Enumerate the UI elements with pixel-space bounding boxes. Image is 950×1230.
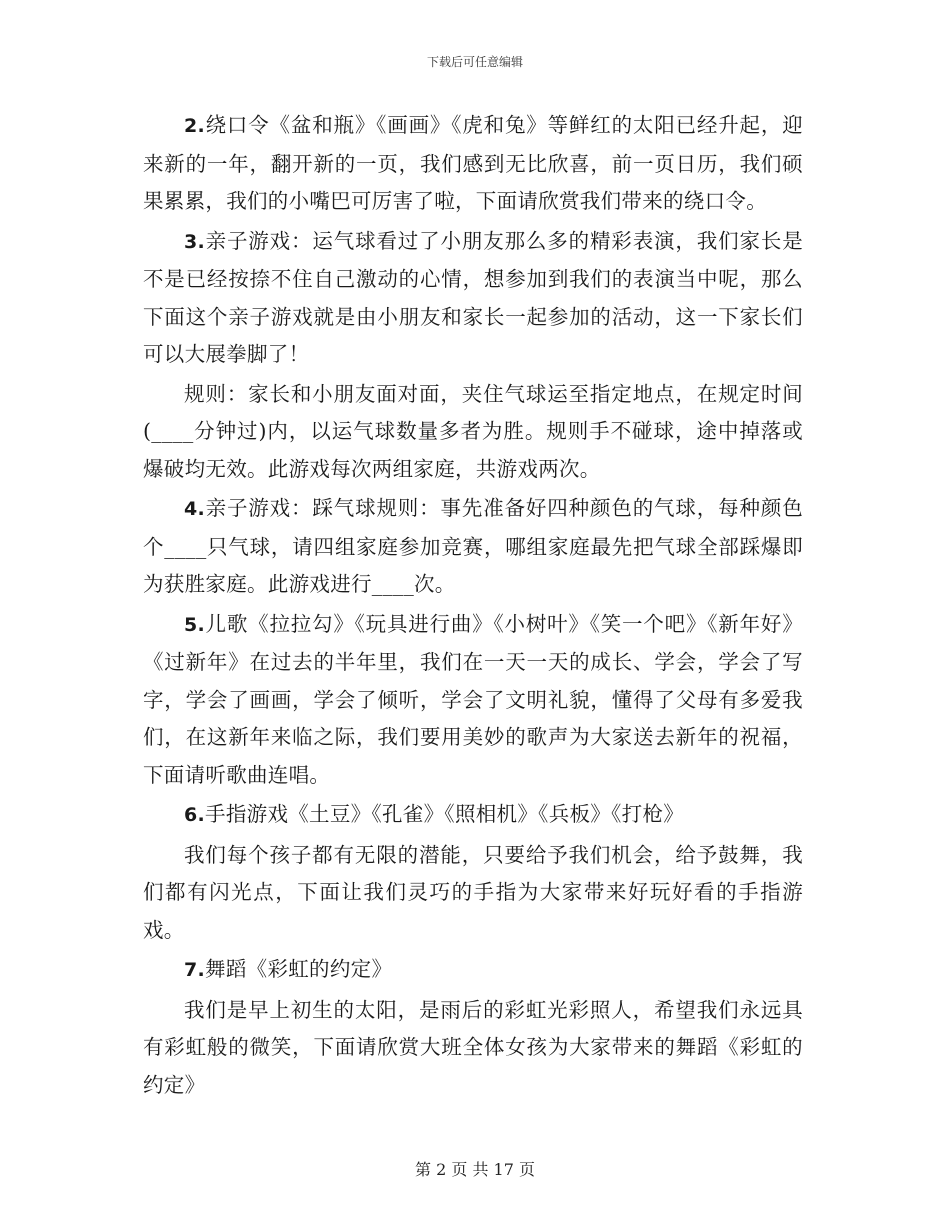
paragraph-text: 亲子游戏：踩气球规则：事先准备好四种颜色的气球，每种颜色个____只气球，请四组家庭参加竞赛，哪组家庭最先把气球全部踩爆即为获胜家庭。此游戏进行____次。 — [143, 496, 803, 596]
paragraph-6-body — [143, 837, 803, 950]
paragraph-6 — [143, 796, 803, 835]
paragraph-text: 舞蹈《彩虹的约定》 — [205, 957, 393, 981]
item-number: 5. — [184, 613, 206, 636]
paragraph-7 — [143, 951, 803, 990]
item-number: 2. — [184, 115, 206, 137]
paragraph-3 — [143, 223, 803, 374]
item-number: 4. — [184, 498, 206, 520]
paragraph-text: 绕口令《盆和瓶》《画画》《虎和兔》等鲜红的太阳已经升起，迎来新的一年，翻开新的一页，我们感到无比欣喜，前一页日历，我们硕果累累，我们的小嘴巴可厉害了啦，下面请欣赏我们带来的绕口令。 — [143, 113, 803, 213]
paragraph-2 — [143, 107, 803, 221]
item-number: 7. — [184, 959, 206, 981]
paragraph-text: 规则：家长和小朋友面对面，夹住气球运至指定地点，在规定时间(____分钟过)内，以运气球数量多者为胜。规则手不碰球，途中掉落或爆破均无效。此游戏每次两组家庭，共游戏两次。 — [143, 381, 803, 481]
page-footer: 第 2 页 共 17 页 — [415, 1160, 535, 1179]
document-body — [143, 107, 803, 1106]
paragraph-text: 手指游戏《土豆》《孔雀》《照相机》《兵板》《打枪》 — [205, 802, 685, 826]
paragraph-text: 我们是早上初生的太阳，是雨后的彩虹光彩照人，希望我们永远具有彩虹般的微笑，下面请欣赏大班全体女孩为大家带来的舞蹈《彩虹的约定》 — [143, 997, 803, 1097]
paragraph-text: 儿歌《拉拉勾》《玩具进行曲》《小树叶》《笑一个吧》《新年好》《过新年》在过去的半年里，我们在一天一天的成长、学会，学会了写字，学会了画画，学会了倾听，学会了文明礼貌，懂得了父母有多爱我们，在这新年来临之际，我们要用美妙的歌声为大家送去新年的祝福，下面请听歌曲连唱。 — [143, 611, 803, 787]
paragraph-rules — [143, 376, 803, 489]
paragraph-text: 我们每个孩子都有无限的潜能，只要给予我们机会，给予鼓舞，我们都有闪光点，下面让我们灵巧的手指为大家带来好玩好看的手指游戏。 — [143, 842, 803, 942]
paragraph-text: 亲子游戏：运气球看过了小朋友那么多的精彩表演，我们家长是不是已经按捺不住自己激动的心情，想参加到我们的表演当中呢，那么下面这个亲子游戏就是由小朋友和家长一起参加的活动，这一下家长们可以大展拳脚了！ — [143, 228, 803, 366]
paragraph-7-body — [143, 992, 803, 1105]
item-number: 6. — [184, 804, 206, 826]
paragraph-5 — [143, 606, 803, 795]
page-header: 下载后可任意编辑 — [426, 55, 523, 69]
item-number: 3. — [184, 230, 206, 253]
paragraph-4 — [143, 490, 803, 604]
